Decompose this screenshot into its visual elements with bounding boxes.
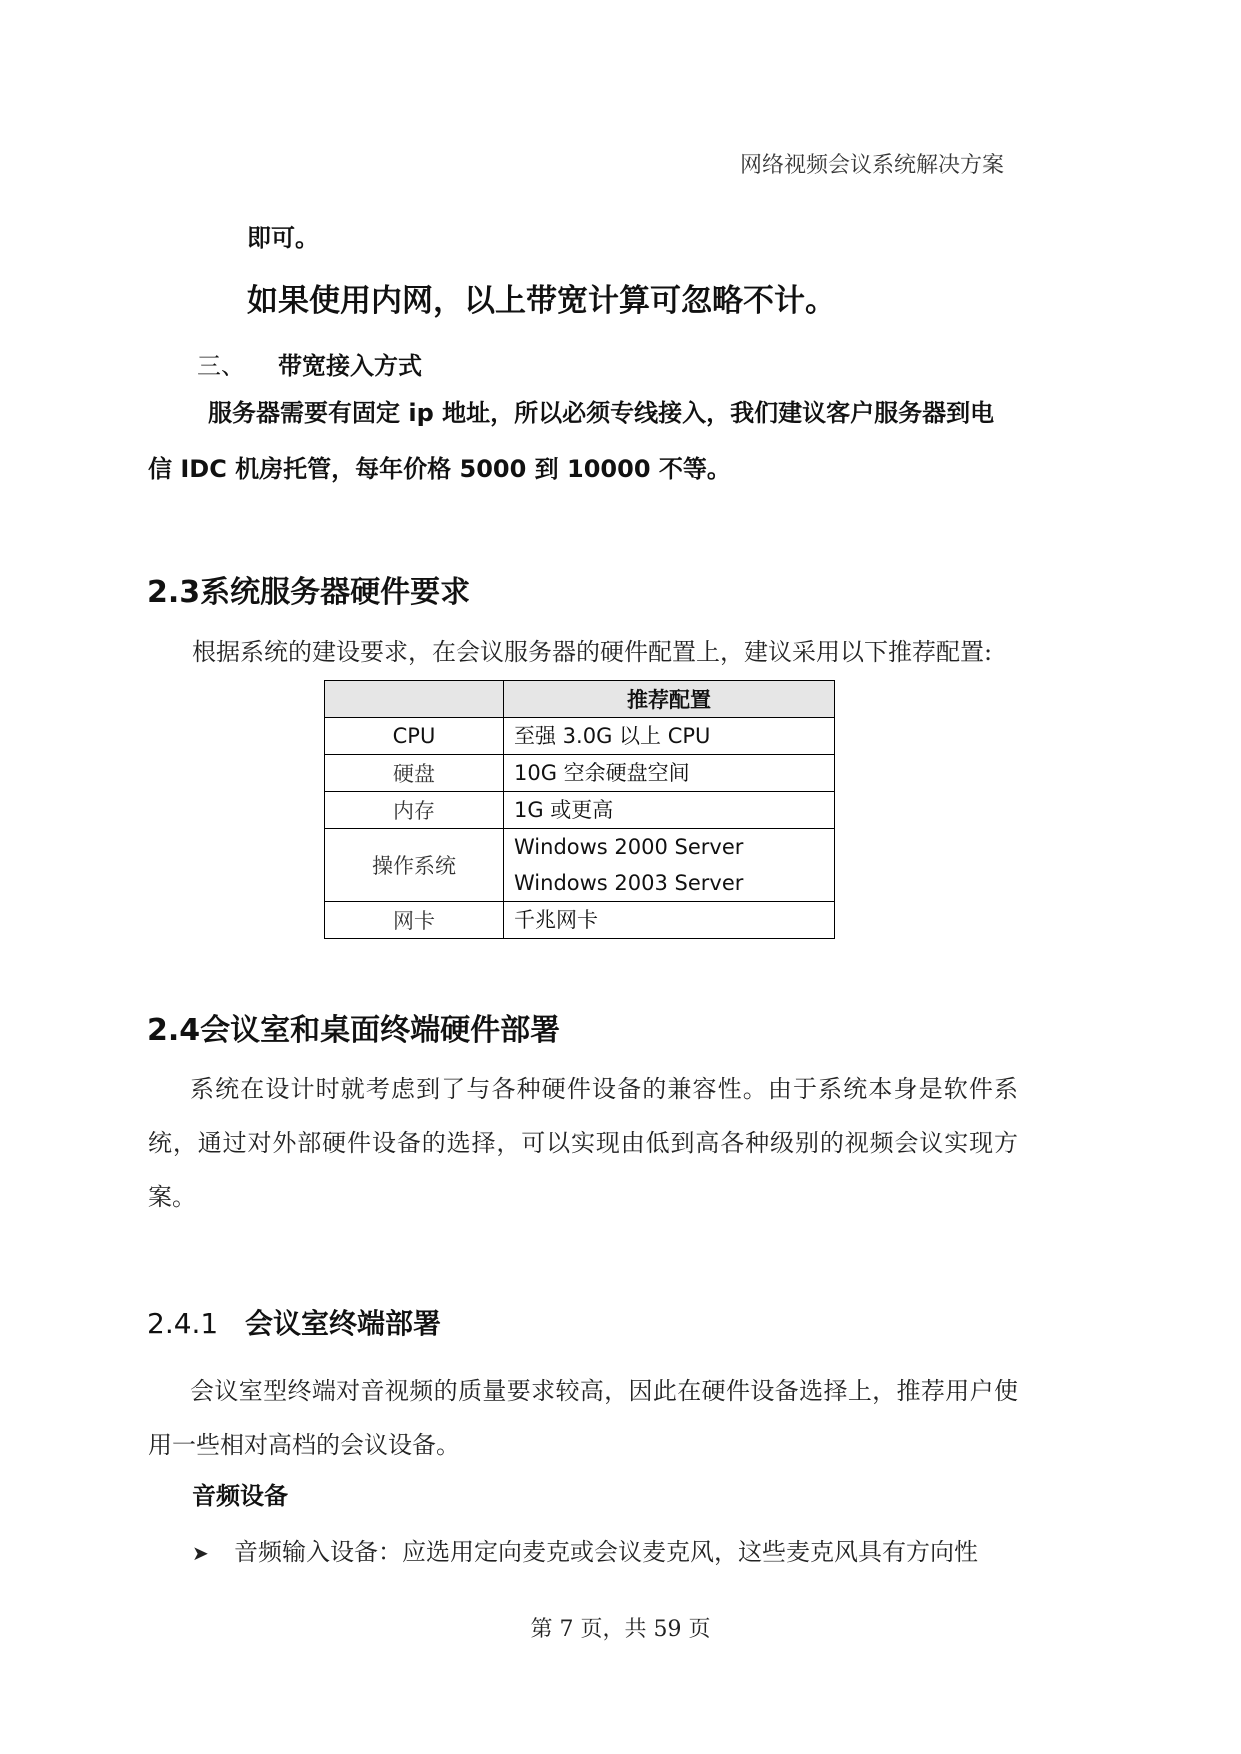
spec-value-cell <box>504 902 835 939</box>
heading-2-4-1 <box>147 1302 441 1342</box>
table-intro-text: 根据系统的建设要求，在会议服务器的硬件配置上，建议采用以下推荐配置: <box>192 638 993 666</box>
bullet-item <box>192 1532 978 1567</box>
section-number: 三、 <box>197 352 245 380</box>
spec-item-cell: 内存 <box>325 792 504 829</box>
heading-2-3: 2.3系统服务器硬件要求 <box>147 575 471 610</box>
spec-value-cell <box>504 755 835 792</box>
table-row <box>325 792 835 829</box>
spec-value-line: 千兆网卡 <box>514 908 598 932</box>
table-row <box>325 718 835 755</box>
spec-value-line: Windows 2003 Server <box>514 871 744 895</box>
table-header-cell <box>325 681 504 718</box>
spec-item-cell: 硬盘 <box>325 755 504 792</box>
spec-value-cell <box>504 718 835 755</box>
heading-title: 会议室终端部署 <box>244 1307 441 1340</box>
paragraph-line: 即可。 <box>247 224 319 252</box>
spec-item-cell: 操作系统 <box>325 829 504 902</box>
spec-value-line: 至强 3.0G 以上 CPU <box>514 724 711 748</box>
heading-number: 2.4.1 <box>147 1307 219 1340</box>
bandwidth-access-paragraph: 服务器需要有固定 ip 地址，所以必须专线接入，我们建议客户服务器到电信 IDC 机房托管，每年价格 5000 到 10000 不等。 <box>148 399 995 483</box>
page-footer: 第 7 页，共 59 页 <box>530 1617 711 1642</box>
table-row <box>325 902 835 939</box>
spec-value-cell <box>504 792 835 829</box>
heading-2-4: 2.4会议室和桌面终端硬件部署 <box>147 1013 561 1048</box>
bullet-text: 音频输入设备：应选用定向麦克或会议麦克风，这些麦克风具有方向性 <box>234 1538 978 1566</box>
spec-item-cell: CPU <box>325 718 504 755</box>
table-row <box>325 829 835 902</box>
spec-value-line: 1G 或更高 <box>514 798 614 822</box>
spec-value-line: 10G 空余硬盘空间 <box>514 761 690 785</box>
spec-item-cell: 网卡 <box>325 902 504 939</box>
spec-value-cell <box>504 829 835 902</box>
intranet-note: 如果使用内网，以上带宽计算可忽略不计。 <box>247 283 836 319</box>
table-row <box>325 755 835 792</box>
compatibility-paragraph: 系统在设计时就考虑到了与各种硬件设备的兼容性。由于系统本身是软件系统，通过对外部硬件设备的选择，可以实现由低到高各种级别的视频会议实现方案。 <box>148 1075 1018 1211</box>
section-title: 带宽接入方式 <box>278 352 422 380</box>
page-header: 网络视频会议系统解决方案 <box>739 153 1004 178</box>
table-header-cell: 推荐配置 <box>504 681 835 718</box>
spec-value-line: Windows 2000 Server <box>514 835 744 859</box>
table-header-row <box>325 681 835 718</box>
meeting-room-paragraph: 会议室型终端对音视频的质量要求较高，因此在硬件设备选择上，推荐用户使用一些相对高档的会议设备。 <box>148 1377 1018 1459</box>
audio-devices-title: 音频设备 <box>192 1482 288 1510</box>
server-hardware-table <box>324 680 835 939</box>
arrow-bullet-icon: ➤ <box>192 1541 209 1565</box>
